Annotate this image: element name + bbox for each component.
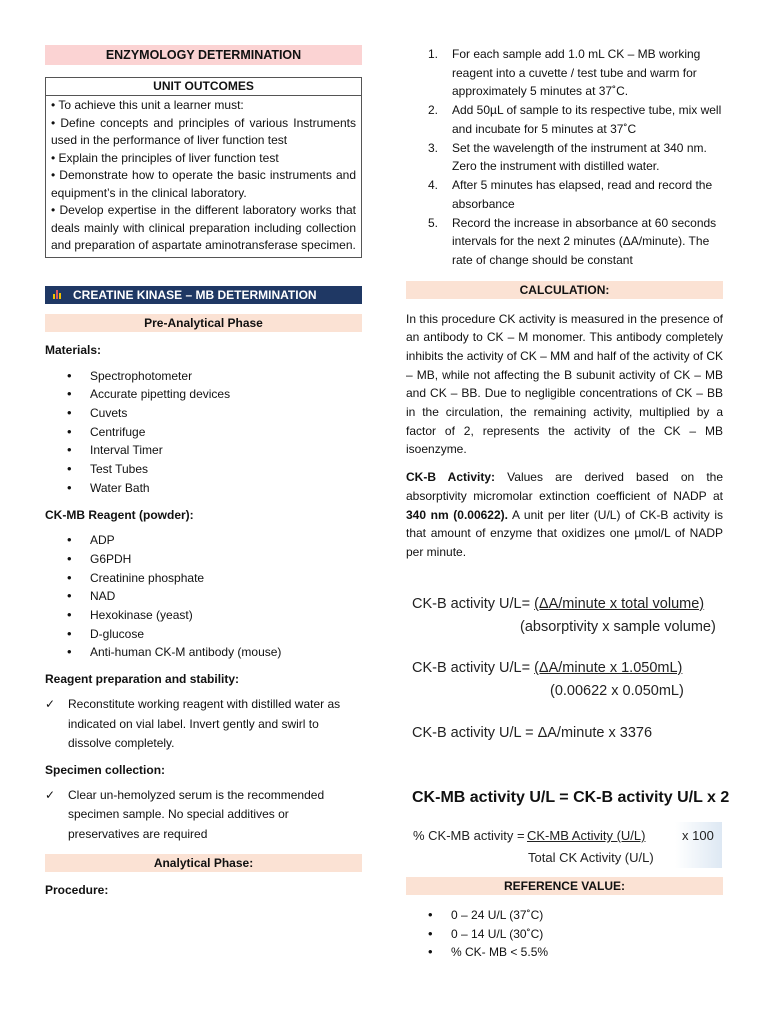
reagent-prep-text: Reconstitute working reagent with distilled water as indicated on vial label. Invert gently and swirl to dissolve completely. xyxy=(68,697,341,751)
unit-outcomes-heading: UNIT OUTCOMES xyxy=(46,78,361,96)
procedure-label: Procedure: xyxy=(45,883,109,898)
formula-5-numerator: CK-MB Activity (U/L) xyxy=(527,828,646,843)
list-item: • Cuvets xyxy=(45,404,362,423)
bar-chart-icon xyxy=(53,290,63,299)
formula-1 xyxy=(412,596,704,612)
list-item: • NAD xyxy=(45,587,362,606)
materials-label: Materials: xyxy=(45,342,102,357)
list-item: • Interval Timer xyxy=(45,441,362,460)
reagent-label: CK-MB Reagent (powder): xyxy=(45,508,194,523)
formula-1-numerator: (ΔA/minute x total volume) xyxy=(534,596,705,612)
list-item: • Anti-human CK-M antibody (mouse) xyxy=(45,643,362,662)
reagent-list xyxy=(45,531,362,662)
calculation-paragraph: In this procedure CK activity is measured in the presence of an antibody to CK – M monomer. This antibody completely inhibits the activity of CK – MM and half of the activity of CK – MB, while not affecting the B subunit activity of CK – MB and CK – BB. Due to negligible concentrations of CK – BB in the circulation, the remaining activity, multiplied by a factor of 2, represents the activity of the CK – MB isoenzyme. xyxy=(406,311,723,457)
step-text: Add 50µL of sample to its respective tube, mix well and incubate for 5 minutes at 37˚C xyxy=(452,103,722,136)
reference-heading: REFERENCE VALUE: xyxy=(406,877,723,895)
step-text: After 5 minutes has elapsed, read and record the absorbance xyxy=(452,178,713,211)
formula-5-denominator: Total CK Activity (U/L) xyxy=(528,850,654,865)
formula-2 xyxy=(412,660,682,676)
list-item: • Creatinine phosphate xyxy=(45,569,362,588)
list-item: • Water Bath xyxy=(45,479,362,498)
list-item: • % CK- MB < 5.5% xyxy=(406,943,723,962)
outcome-line: • Define concepts and principles of various Instruments used in the performance of liver function test xyxy=(51,115,356,147)
list-item: • ADP xyxy=(45,531,362,550)
list-item: • Hexokinase (yeast) xyxy=(45,606,362,625)
list-item: • Accurate pipetting devices xyxy=(45,385,362,404)
formula-1-left: CK-B activity U/L= xyxy=(412,596,531,612)
ckb-bold: 340 nm (0.00622). xyxy=(406,507,508,522)
step-number: 5. xyxy=(428,215,439,230)
formula-3: CK-B activity U/L = ΔA/minute x 3376 xyxy=(412,725,653,741)
procedure-step xyxy=(406,45,723,101)
list-item: • D-glucose xyxy=(45,625,362,644)
procedure-step xyxy=(406,214,723,270)
checkmark-icon: ✓ xyxy=(45,787,56,802)
formula-2-denominator: (0.00622 x 0.050mL) xyxy=(550,683,684,699)
right-column xyxy=(406,45,723,562)
ckb-activity-paragraph xyxy=(406,468,723,562)
outcome-line: • Demonstrate how to operate the basic instruments and equipment’s in the clinical laboratory. xyxy=(51,168,356,200)
ckb-text-1: Values are derived based on the absorptivity micromolar extinction coefficient of NADP at xyxy=(406,470,724,503)
list-item: • Spectrophotometer xyxy=(45,367,362,386)
step-number: 1. xyxy=(428,47,439,61)
procedure-step xyxy=(406,139,723,176)
list-item: • G6PDH xyxy=(45,550,362,569)
list-item: • Centrifuge xyxy=(45,423,362,442)
calculation-heading: CALCULATION: xyxy=(406,281,723,299)
formula-5-box xyxy=(410,822,722,868)
pre-analytical-heading: Pre-Analytical Phase xyxy=(45,314,362,332)
specimen-text: Clear un-hemolyzed serum is the recommended specimen sample. No special additives or preservatives are required xyxy=(68,787,325,841)
outcome-line: • Develop expertise in the different laboratory works that deals mainly with clinical preparation including collection and preparation of aspartate aminotransferase specimen. xyxy=(51,203,356,252)
step-text: Record the increase in absorbance at 60 seconds intervals for the next 2 minutes (ΔA/minute). The rate of change should be constant xyxy=(452,215,717,267)
step-number: 2. xyxy=(428,103,439,117)
list-item: • 0 – 24 U/L (37˚C) xyxy=(406,906,723,925)
formula-5-multiplier: x 100 xyxy=(682,828,714,843)
reagent-prep-label: Reagent preparation and stability: xyxy=(45,672,240,687)
step-text: For each sample add 1.0 mL CK – MB working reagent into a cuvette / test tube and warm for approximately 5 minutes at 37˚C. xyxy=(452,47,701,98)
unit-outcomes-box xyxy=(45,77,362,258)
formula-2-numerator: (ΔA/minute x 1.050mL) xyxy=(534,660,683,676)
outcome-line: • To achieve this unit a learner must: xyxy=(51,98,244,112)
ckb-lead: CK-B Activity: xyxy=(406,470,496,485)
checkmark-icon: ✓ xyxy=(45,697,56,712)
formula-1-denominator: (absorptivity x sample volume) xyxy=(520,619,716,635)
procedure-steps xyxy=(406,45,723,269)
section-title-bar xyxy=(45,286,362,304)
reagent-prep-item xyxy=(45,695,362,754)
left-column xyxy=(45,45,362,897)
materials-list xyxy=(45,367,362,498)
formula-5-left: % CK-MB activity = xyxy=(413,828,525,843)
unit-outcomes-body xyxy=(46,96,361,257)
formula-2-left: CK-B activity U/L= xyxy=(412,660,531,676)
procedure-step xyxy=(406,176,723,213)
step-number: 4. xyxy=(428,178,439,192)
specimen-item xyxy=(45,786,362,845)
reference-list xyxy=(406,906,723,962)
list-item: • 0 – 14 U/L (30˚C) xyxy=(406,925,723,944)
analytical-heading: Analytical Phase: xyxy=(45,854,362,872)
step-text: Set the wavelength of the instrument at 340 nm. Zero the instrument with distilled water. xyxy=(452,140,707,173)
outcome-line: • Explain the principles of liver function test xyxy=(51,150,279,165)
list-item: • Test Tubes xyxy=(45,460,362,479)
specimen-label: Specimen collection: xyxy=(45,762,166,777)
formula-4: CK-MB activity U/L = CK-B activity U/L x 2 xyxy=(412,789,730,806)
procedure-step xyxy=(406,101,723,138)
step-number: 3. xyxy=(428,140,439,155)
ckb-text-2: A unit per liter (U/L) of CK-B activity is that amount of enzyme that oxidizes one µmol/L of NADP per minute. xyxy=(406,507,723,559)
document-title: ENZYMOLOGY DETERMINATION xyxy=(45,45,362,65)
section-title: CREATINE KINASE – MB DETERMINATION xyxy=(73,287,317,302)
